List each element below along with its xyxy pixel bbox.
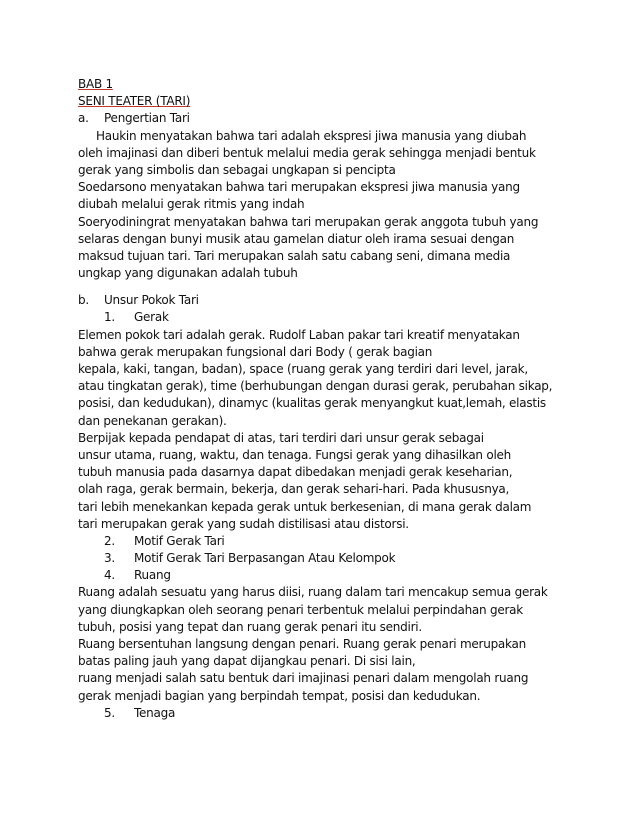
paragraph-spacer [78, 282, 568, 292]
section-b-heading [78, 292, 568, 309]
list-item-gerak [78, 309, 568, 326]
paragraph-soeryodiningrat [78, 214, 568, 283]
paragraph-line: tari merupakan gerak yang sudah distilisasi atau distorsi. [78, 516, 409, 531]
list-item-motif-berpasangan [78, 550, 568, 567]
list-item-tenaga [78, 705, 568, 722]
paragraph-soedarsono [78, 179, 568, 213]
list-item-label: Motif Gerak Tari [134, 533, 225, 548]
section-a-label: Pengertian Tari [104, 111, 190, 126]
list-item-marker: 1. [104, 310, 115, 325]
paragraph-line: selaras dengan bunyi musik atau gamelan diatur oleh irama sesuai dengan [78, 231, 515, 246]
section-b-label: Unsur Pokok Tari [104, 293, 199, 308]
paragraph-line: tari lebih menekankan kepada gerak untuk berkesenian, di mana gerak dalam [78, 499, 532, 514]
paragraph-line: bahwa gerak merupakan fungsional dari Body ( gerak bagian [78, 344, 433, 359]
list-item-label: Motif Gerak Tari Berpasangan Atau Kelompok [134, 551, 396, 566]
paragraph-line: diubah melalui gerak ritmis yang indah [78, 197, 305, 212]
paragraph-ruang [78, 584, 568, 636]
list-item-marker: 5. [104, 705, 115, 720]
paragraph-line: ruang menjadi salah satu bentuk dari imajinasi penari dalam mengolah ruang [78, 671, 529, 686]
paragraph-line: Soedarsono menyatakan bahwa tari merupakan ekspresi jiwa manusia yang [78, 180, 520, 195]
document-body [78, 76, 568, 722]
paragraph-ruang-penari [78, 636, 568, 705]
paragraph-line: ungkap yang digunakan adalah tubuh [78, 266, 298, 281]
paragraph-line: Elemen pokok tari adalah gerak. Rudolf Laban pakar tari kreatif menyatakan [78, 327, 520, 342]
paragraph-berpijak [78, 430, 568, 533]
list-item-ruang [78, 567, 568, 584]
paragraph-line: dan penekanan gerakan). [78, 413, 227, 428]
list-item-label: Tenaga [134, 705, 176, 720]
paragraph-line: gerak menjadi bagian yang berpindah tempat, posisi dan kedudukan. [78, 688, 481, 703]
paragraph-line: atau tingkatan gerak), time (berhubungan dengan durasi gerak, perubahan sikap, [78, 379, 553, 394]
list-item-label: Gerak [134, 310, 169, 325]
paragraph-line: maksud tujuan tari. Tari merupakan salah satu cabang seni, dimana media [78, 248, 511, 263]
chapter-label: BAB 1 [78, 77, 113, 91]
section-a-heading [78, 110, 568, 127]
paragraph-line: Berpijak kepada pendapat di atas, tari terdiri dari unsur gerak sebagai [78, 430, 484, 445]
list-item-motif-gerak [78, 533, 568, 550]
paragraph-line: gerak yang simbolis dan sebagai ungkapan si pencipta [78, 162, 396, 177]
paragraph-line: kepala, kaki, tangan, badan), space (ruang gerak yang terdiri dari level, jarak, [78, 362, 528, 376]
paragraph-line: yang diungkapkan oleh seorang penari terbentuk melalui perpindahan gerak [78, 602, 523, 617]
paragraph-line: tubuh, posisi yang tepat dan ruang gerak penari itu sendiri. [78, 619, 422, 634]
paragraph-line: tubuh manusia pada dasarnya dapat dibedakan menjadi gerak keseharian, [78, 465, 513, 480]
paragraph-line: Haukin menyatakan bahwa tari adalah ekspresi jiwa manusia yang diubah [96, 128, 527, 143]
list-item-marker: 2. [104, 533, 115, 548]
section-b-marker: b. [78, 293, 89, 308]
paragraph-elemen-gerak [78, 327, 568, 430]
list-item-marker: 3. [104, 551, 115, 566]
paragraph-line: olah raga, gerak bermain, bekerja, dan gerak sehari-hari. Pada khususnya, [78, 482, 510, 497]
section-a-marker: a. [78, 111, 89, 126]
paragraph-line: Soeryodiningrat menyatakan bahwa tari merupakan gerak anggota tubuh yang [78, 214, 539, 229]
paragraph-line: Ruang bersentuhan langsung dengan penari. Ruang gerak penari merupakan [78, 637, 526, 651]
paragraph-line: oleh imajinasi dan diberi bentuk melalui media gerak sehingga menjadi bentuk [78, 145, 536, 160]
list-item-marker: 4. [104, 568, 115, 583]
document-title: SENI TEATER (TARI) [78, 94, 191, 109]
paragraph-line: Ruang adalah sesuatu yang harus diisi, ruang dalam tari mencakup semua gerak [78, 585, 548, 600]
paragraph-line: batas paling jauh yang dapat dijangkau penari. Di sisi lain, [78, 654, 416, 669]
list-item-label: Ruang [134, 568, 171, 583]
paragraph-line: posisi, dan kedudukan), dinamyc (kualitas gerak menyangkut kuat,lemah, elastis [78, 396, 546, 411]
paragraph-line: unsur utama, ruang, waktu, dan tenaga. Fungsi gerak yang dihasilkan oleh [78, 447, 512, 462]
paragraph-haukin [78, 128, 568, 180]
